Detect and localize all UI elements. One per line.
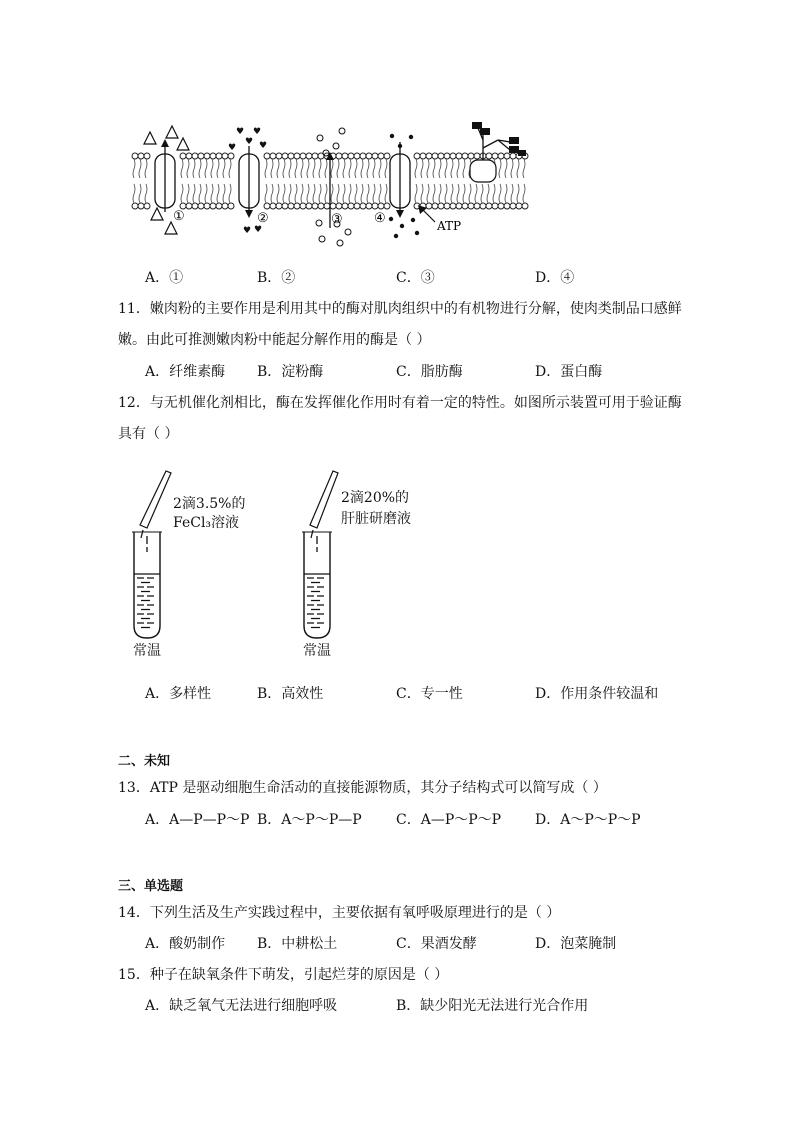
q14-option-d[interactable]: D．泡菜腌制 xyxy=(535,936,617,952)
left-tube-temperature: 常温 xyxy=(133,643,161,659)
label-4: ④ xyxy=(374,211,386,226)
q14-option-a[interactable]: A．酸奶制作 xyxy=(145,936,226,952)
q13-option-a[interactable]: A．A—P—P～P xyxy=(145,812,250,828)
q15-option-a[interactable]: A．缺乏氧气无法进行细胞呼吸 xyxy=(145,998,338,1014)
q11-option-a[interactable]: A．纤维素酶 xyxy=(145,364,226,380)
q11-stem-line2: 嫩。由此可推测嫩肉粉中能起分解作用的酶是（ ） xyxy=(118,332,431,348)
svg-text:♥: ♥ xyxy=(253,127,262,137)
atp-label: ATP xyxy=(437,219,462,233)
svg-text:♥: ♥ xyxy=(243,226,252,236)
q12-option-a[interactable]: A．多样性 xyxy=(145,686,212,702)
svg-text:♥: ♥ xyxy=(254,225,263,235)
q12-option-d[interactable]: D．作用条件较温和 xyxy=(535,686,659,702)
label-2: ② xyxy=(257,211,269,226)
q13-option-c[interactable]: C．A—P～P～P xyxy=(396,812,502,828)
q10-option-a[interactable]: A．① xyxy=(145,270,184,286)
right-reagent-label-1: 2滴20%的 xyxy=(341,490,410,506)
left-reagent-label-1: 2滴3.5%的 xyxy=(173,496,246,512)
q13-stem: 13．ATP 是驱动细胞生命活动的直接能源物质，其分子结构式可以简写成（ ） xyxy=(118,780,607,796)
q14-option-b[interactable]: B．中耕松土 xyxy=(257,936,338,952)
q11-option-d[interactable]: D．蛋白酶 xyxy=(535,364,603,380)
q10-option-c[interactable]: C．③ xyxy=(396,270,435,286)
svg-text:♥: ♥ xyxy=(228,143,237,153)
left-reagent-label-2: FeCl₃溶液 xyxy=(173,515,240,531)
q15-stem: 15．种子在缺氧条件下萌发，引起烂芽的原因是（ ） xyxy=(118,967,449,983)
q12-stem-line2: 具有（ ） xyxy=(118,426,179,442)
membrane-transport-figure xyxy=(130,112,540,252)
q12-option-c[interactable]: C．专一性 xyxy=(396,686,463,702)
q11-stem-line1: 11．嫩肉粉的主要作用是利用其中的酶对肌肉组织中的有机物进行分解，使肉类制品口感鲜 xyxy=(118,301,682,317)
label-3: ③ xyxy=(331,212,343,227)
q12-option-b[interactable]: B．高效性 xyxy=(257,686,324,702)
right-reagent-label-2: 肝脏研磨液 xyxy=(341,511,411,527)
section-heading-single-choice: 三、单选题 xyxy=(118,879,184,894)
q14-stem: 14．下列生活及生产实践过程中，主要依据有氧呼吸原理进行的是（ ） xyxy=(118,905,561,921)
q10-option-b[interactable]: B．② xyxy=(257,270,296,286)
q13-option-b[interactable]: B．A～P～P—P xyxy=(257,812,362,828)
q15-option-b[interactable]: B．缺少阳光无法进行光合作用 xyxy=(396,998,589,1014)
q11-option-c[interactable]: C．脂肪酶 xyxy=(396,364,463,380)
q11-option-b[interactable]: B．淀粉酶 xyxy=(257,364,324,380)
right-tube-temperature: 常温 xyxy=(303,643,331,659)
section-heading-unknown: 二、未知 xyxy=(118,754,171,769)
q10-option-d[interactable]: D．④ xyxy=(535,270,575,286)
label-1: ① xyxy=(173,209,185,224)
svg-text:♥: ♥ xyxy=(236,127,245,137)
q13-option-d[interactable]: D．A～P～P～P xyxy=(535,812,641,828)
q12-stem-line1: 12．与无机催化剂相比，酶在发挥催化作用时有着一定的特性。如图所示装置可用于验证酶 xyxy=(118,395,682,411)
q14-option-c[interactable]: C．果酒发酵 xyxy=(396,936,477,952)
svg-text:♥: ♥ xyxy=(259,141,268,151)
svg-text:♥: ♥ xyxy=(245,137,254,147)
